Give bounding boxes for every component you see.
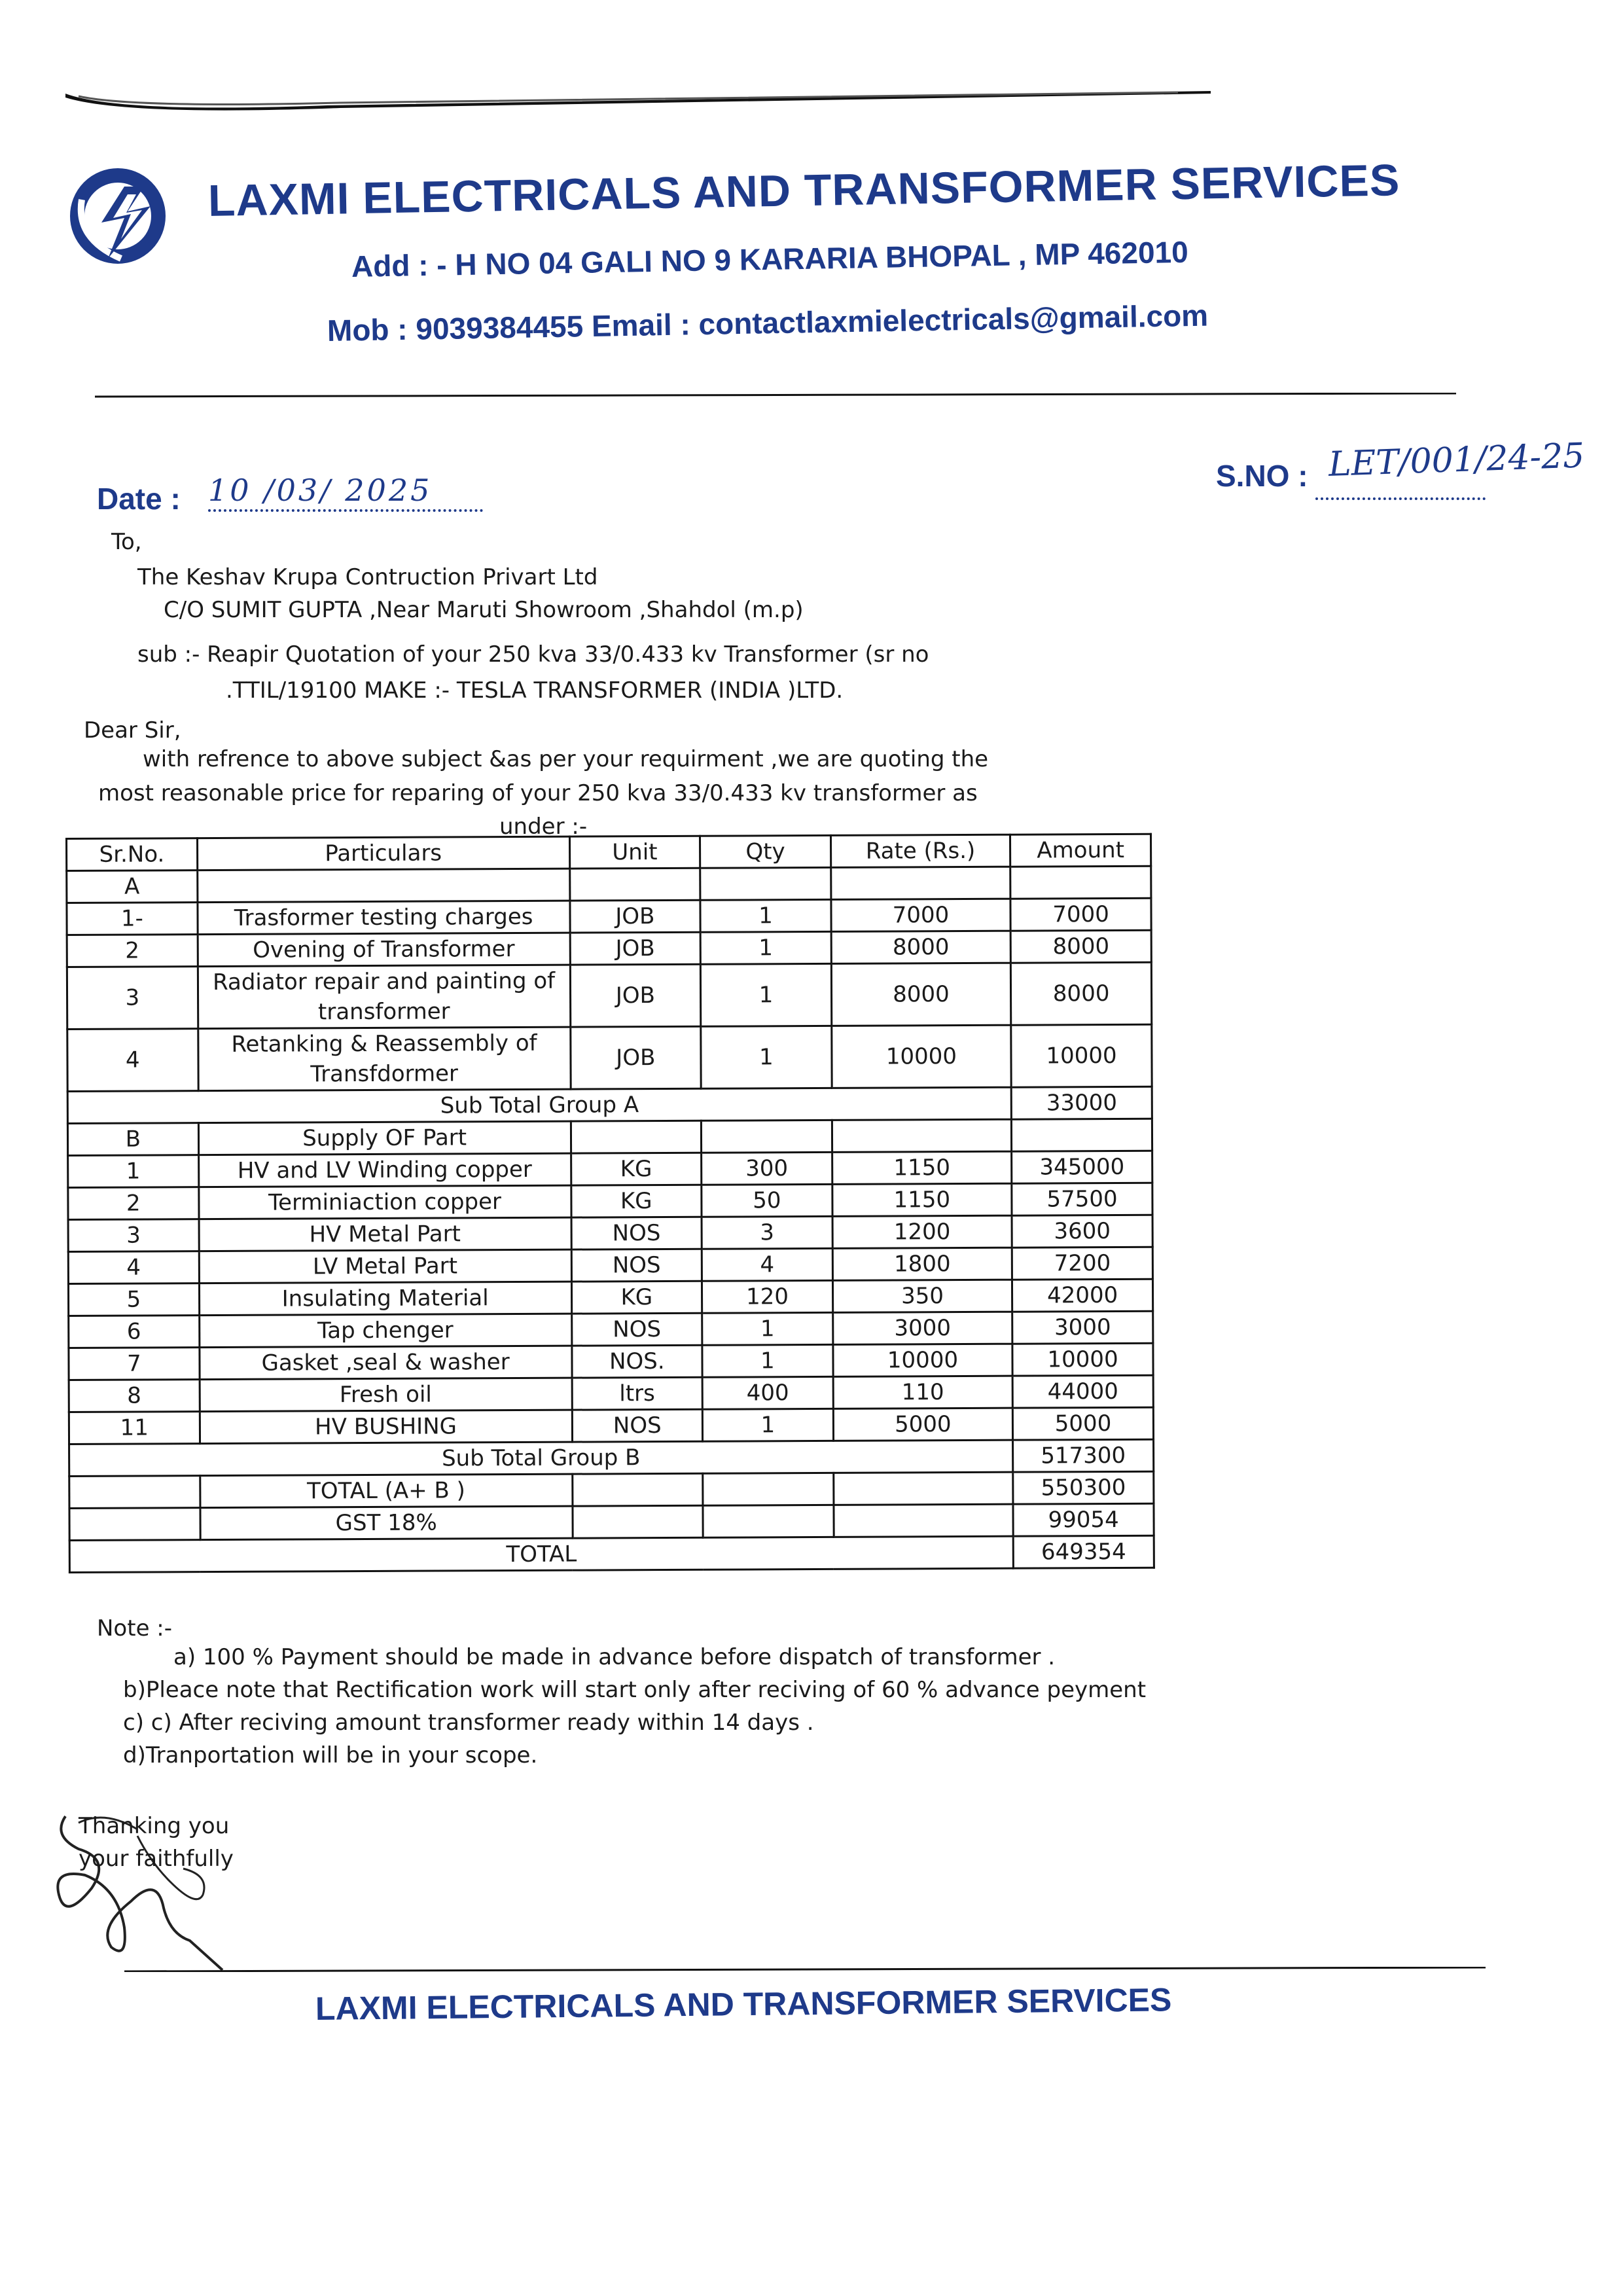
gst-row — [69, 1503, 1154, 1540]
cell-sr: 2 — [68, 1187, 199, 1220]
cell-qty: 1 — [702, 1344, 833, 1377]
quotation-table — [65, 833, 1155, 1573]
cell-particular: Tap chenger — [199, 1314, 571, 1347]
table-header-row — [67, 834, 1151, 870]
grand-total-value: 649354 — [1013, 1535, 1154, 1568]
total-ab-row — [69, 1471, 1154, 1508]
cell-amount: 7000 — [1010, 898, 1151, 931]
cell-sr: 7 — [69, 1348, 200, 1380]
cell-unit: KG — [571, 1281, 702, 1314]
closing-line-2: your faithfully — [79, 1846, 234, 1872]
cell-particular: LV Metal Part — [199, 1249, 571, 1283]
date-value: 10 /03/ 2025 — [208, 473, 483, 512]
table-row — [69, 1375, 1153, 1412]
cell-amount: 44000 — [1012, 1375, 1153, 1408]
table-row — [67, 898, 1151, 935]
cell-particular: Trasformer testing charges — [198, 901, 570, 934]
cell-qty: 1 — [700, 899, 831, 932]
cell-particular: Terminiaction copper — [199, 1185, 571, 1219]
group-a-label: A — [67, 870, 198, 903]
cell-amount: 10000 — [1012, 1343, 1153, 1376]
cell-unit: JOB — [570, 964, 701, 1027]
cell-amount: 3000 — [1012, 1311, 1153, 1344]
cell-unit: JOB — [570, 1026, 701, 1089]
cell-unit: KG — [571, 1153, 702, 1185]
cell-unit: NOS — [571, 1313, 702, 1346]
table-row — [68, 1215, 1152, 1251]
closing-block — [79, 1810, 234, 1875]
table-row — [68, 1183, 1152, 1219]
company-address: Add : - H NO 04 GALI NO 9 KARARIA BHOPAL , MP 462010 — [351, 234, 1189, 283]
cell-sr: 6 — [69, 1316, 200, 1348]
table-row — [68, 1279, 1152, 1316]
company-contact: Mob : 9039384455 Email : contactlaxmielectricals@gmail.com — [327, 298, 1209, 348]
cell-rate: 10000 — [833, 1344, 1013, 1376]
table-row — [67, 930, 1151, 967]
cell-rate: 110 — [833, 1376, 1013, 1408]
sno-label: S.NO : — [1216, 459, 1308, 493]
cell-amount: 57500 — [1012, 1183, 1152, 1215]
header-particulars: Particulars — [197, 836, 569, 870]
cell-particular: HV BUSHING — [200, 1410, 572, 1443]
cell-sr: 8 — [69, 1380, 200, 1412]
cell-qty: 1 — [702, 1408, 833, 1441]
header-divider — [95, 393, 1456, 398]
cell-sr: 4 — [68, 1251, 199, 1284]
cell-rate: 1150 — [832, 1183, 1012, 1216]
table-row — [69, 1407, 1153, 1444]
cell-particular: Retanking & Reassembly of Transfdormer — [198, 1027, 570, 1090]
cell-particular: Fresh oil — [200, 1378, 572, 1411]
table-row — [67, 962, 1151, 1029]
footer-divider — [124, 1967, 1486, 1972]
cell-qty: 1 — [701, 963, 832, 1026]
table-row — [67, 1024, 1152, 1091]
subject-line-2: .TTIL/19100 MAKE :- TESLA TRANSFORMER (INDIA )LTD. — [226, 677, 844, 704]
cell-unit: NOS. — [571, 1345, 702, 1378]
header-sr-no: Sr.No. — [67, 838, 198, 871]
cell-amount: 5000 — [1013, 1407, 1154, 1440]
table-row — [68, 1247, 1152, 1283]
cell-rate: 1200 — [832, 1215, 1012, 1248]
grand-total-label: TOTAL — [69, 1536, 1013, 1572]
cell-qty: 3 — [702, 1216, 832, 1249]
intro-line-2: most reasonable price for reparing of your 250 kva 33/0.433 kv transformer as — [98, 780, 978, 806]
cell-particular: HV Metal Part — [199, 1217, 571, 1251]
subtotal-a-label: Sub Total Group A — [67, 1087, 1011, 1123]
cell-qty: 1 — [701, 1026, 832, 1088]
cell-qty: 4 — [702, 1248, 832, 1281]
cell-unit: NOS — [572, 1409, 703, 1442]
header-rate: Rate (Rs.) — [830, 834, 1010, 867]
cell-rate: 8000 — [831, 963, 1011, 1026]
cell-unit: KG — [571, 1185, 702, 1217]
note-b: b)Pleace note that Rectification work will start only after reciving of 60 % advance peyment — [123, 1677, 1147, 1703]
total-ab-label: TOTAL (A+ B ) — [200, 1474, 572, 1507]
cell-rate: 7000 — [831, 899, 1011, 931]
cell-sr: 11 — [69, 1412, 200, 1444]
recipient-address: C/O SUMIT GUPTA ,Near Maruti Showroom ,Shahdol (m.p) — [164, 597, 804, 623]
recipient-name: The Keshav Krupa Contruction Privart Ltd — [137, 564, 598, 590]
cell-rate: 3000 — [832, 1312, 1012, 1344]
subtotal-b-value: 517300 — [1013, 1439, 1154, 1472]
top-swoosh-decoration — [65, 88, 1211, 115]
cell-amount: 10000 — [1011, 1024, 1152, 1087]
cell-particular: Ovening of Transformer — [198, 933, 570, 966]
cell-amount: 8000 — [1010, 930, 1151, 963]
intro-line-1: with refrence to above subject &as per your requirment ,we are quoting the — [143, 746, 989, 772]
gst-value: 99054 — [1013, 1503, 1154, 1536]
header-amount: Amount — [1010, 834, 1151, 867]
cell-unit: ltrs — [572, 1377, 703, 1410]
closing-line-1: Thanking you — [79, 1813, 230, 1839]
subtotal-b-row — [69, 1439, 1154, 1476]
cell-amount: 3600 — [1012, 1215, 1152, 1247]
cell-amount: 7200 — [1012, 1247, 1152, 1280]
cell-rate: 8000 — [831, 931, 1011, 963]
cell-qty: 1 — [702, 1312, 833, 1345]
cell-particular: Gasket ,seal & washer — [200, 1346, 572, 1379]
notes-label: Note :- — [97, 1615, 173, 1641]
cell-particular: HV and LV Winding copper — [198, 1153, 571, 1187]
group-a-row — [67, 866, 1151, 903]
cell-amount: 8000 — [1011, 962, 1152, 1025]
note-a: a) 100 % Payment should be made in advance before dispatch of transformer . — [173, 1644, 1056, 1670]
note-d: d)Tranportation will be in your scope. — [123, 1742, 538, 1768]
cell-sr: 4 — [67, 1029, 198, 1092]
table-row — [69, 1343, 1153, 1380]
group-b-row — [67, 1119, 1152, 1155]
cell-qty: 300 — [702, 1152, 832, 1185]
cell-rate: 350 — [832, 1280, 1012, 1312]
salutation: Dear Sir, — [84, 717, 181, 744]
total-ab-value: 550300 — [1013, 1471, 1154, 1504]
date-label: Date : — [97, 482, 181, 516]
cell-qty: 400 — [702, 1376, 833, 1409]
cell-rate: 10000 — [831, 1025, 1011, 1088]
company-logo-icon — [62, 160, 180, 272]
gst-label: GST 18% — [200, 1506, 573, 1539]
table-row — [69, 1311, 1153, 1348]
subject-line-1: sub :- Reapir Quotation of your 250 kva 33/0.433 kv Transformer (sr no — [137, 641, 929, 668]
cell-particular: Insulating Material — [199, 1282, 571, 1315]
group-b-title: Supply OF Part — [198, 1121, 571, 1155]
note-c: c) c) After reciving amount transformer ready within 14 days . — [123, 1710, 814, 1736]
company-name-heading: LAXMI ELECTRICALS AND TRANSFORMER SERVICES — [207, 155, 1400, 226]
cell-qty: 50 — [702, 1184, 832, 1217]
cell-rate: 5000 — [833, 1408, 1013, 1441]
cell-rate: 1150 — [832, 1151, 1012, 1184]
cell-sr: 3 — [67, 967, 198, 1030]
cell-qty: 120 — [702, 1280, 833, 1313]
cell-unit: NOS — [571, 1217, 702, 1249]
sno-dotted-line — [1315, 497, 1486, 500]
header-unit: Unit — [569, 836, 700, 869]
header-qty: Qty — [700, 835, 831, 868]
subtotal-a-value: 33000 — [1011, 1086, 1152, 1119]
cell-qty: 1 — [700, 931, 831, 964]
cell-sr: 2 — [67, 935, 198, 967]
cell-sr: 1 — [68, 1155, 199, 1188]
group-b-label: B — [67, 1123, 198, 1156]
cell-unit: NOS — [571, 1249, 702, 1282]
cell-sr: 5 — [68, 1283, 199, 1316]
subtotal-a-row — [67, 1086, 1152, 1123]
table-row — [68, 1151, 1152, 1187]
footer-company-name: LAXMI ELECTRICALS AND TRANSFORMER SERVICES — [315, 1981, 1172, 2027]
cell-unit: JOB — [569, 900, 700, 933]
cell-sr: 1- — [67, 903, 198, 935]
grand-total-row — [69, 1535, 1154, 1572]
cell-unit: JOB — [570, 932, 701, 965]
to-label: To, — [111, 529, 142, 555]
intro-line-3: under :- — [499, 814, 588, 840]
cell-rate: 1800 — [832, 1247, 1012, 1280]
sno-value: LET/001/24-25 — [1327, 436, 1586, 484]
cell-amount: 345000 — [1012, 1151, 1152, 1183]
cell-amount: 42000 — [1012, 1279, 1153, 1312]
cell-sr: 3 — [68, 1219, 199, 1252]
cell-particular: Radiator repair and painting of transformer — [198, 965, 570, 1028]
subtotal-b-label: Sub Total Group B — [69, 1440, 1013, 1476]
